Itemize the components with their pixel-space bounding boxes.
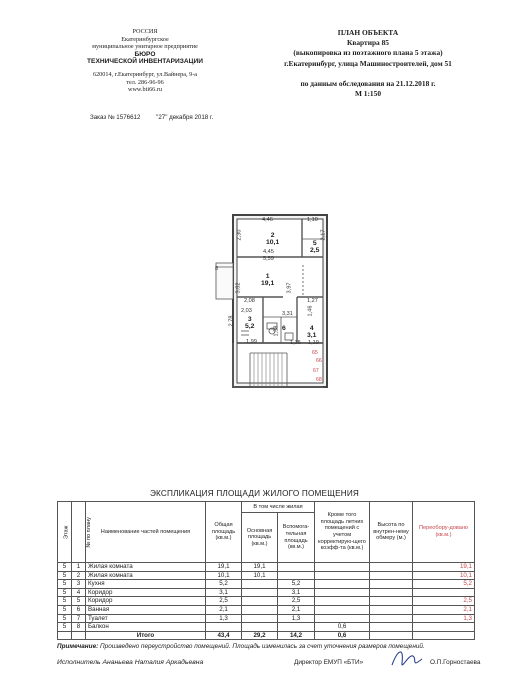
dim-label: 4,45	[263, 249, 274, 255]
row-summer	[315, 580, 370, 589]
room-6-label: 6	[282, 325, 286, 332]
row-total: 2,5	[206, 597, 242, 606]
row-redev: 1,3	[413, 614, 475, 623]
col-summer: Кроме того площадь летних помещений с учетом корректирую-щего коэфф-та (кв.м.)	[315, 502, 370, 563]
row-number: 3	[72, 580, 86, 589]
col-redev: Переобору-довано (кв.м.)	[413, 502, 475, 563]
row-name: Ванная	[86, 605, 206, 614]
row-summer	[315, 588, 370, 597]
dim-label: 1,99	[246, 339, 257, 345]
director-title: Директор ЕМУП «БТИ»	[294, 659, 364, 666]
row-name: Кухня	[86, 580, 206, 589]
redevelopment-mark: 65	[312, 350, 318, 356]
dim-label: 2,08	[244, 298, 255, 304]
table-row	[58, 580, 475, 589]
dim-label: 2,03	[241, 308, 252, 314]
dim-label: 1,35	[290, 340, 301, 346]
row-floor: 5	[58, 580, 72, 589]
dim-label: 1,10	[307, 217, 318, 223]
row-number: 8	[72, 623, 86, 632]
note-text: Произведено переустройство помещений. Площадь изменилась за счет уточнения размеров помещений.	[100, 643, 425, 650]
bureau-line-1: БЮРО	[134, 50, 156, 58]
row-summer	[315, 571, 370, 580]
col-number: № по плану	[72, 502, 86, 563]
table-row	[58, 597, 475, 606]
dim-label: 4,46	[262, 217, 273, 223]
total-area: 43,4	[206, 631, 242, 640]
table-row	[58, 605, 475, 614]
row-name: Туалет	[86, 614, 206, 623]
row-summer	[315, 597, 370, 606]
row-main: 10,1	[242, 571, 278, 580]
city-line: Екатеринбургское	[121, 35, 169, 43]
row-floor: 5	[58, 605, 72, 614]
redevelopment-mark: 68	[316, 377, 322, 383]
org-type: муниципальное унитарное предприятие	[92, 43, 198, 51]
room-2-label: 2 10,1	[266, 232, 280, 246]
director-signature-mark	[388, 645, 428, 673]
total-main: 29,2	[242, 631, 278, 640]
room-1-label: 1 19,1	[261, 273, 275, 287]
row-redev	[413, 623, 475, 632]
row-name: Коридор	[86, 588, 206, 597]
bti-header	[60, 28, 230, 94]
row-number: 6	[72, 605, 86, 614]
col-total: Общая площадь (кв.м.)	[206, 502, 242, 563]
plan-title: ПЛАН ОБЪЕКТА	[337, 28, 399, 37]
row-height	[370, 563, 413, 572]
row-height	[370, 597, 413, 606]
row-number: 5	[72, 597, 86, 606]
redevelopment-mark: 66	[316, 358, 322, 364]
row-aux	[278, 563, 315, 572]
bureau-line-2: ТЕХНИЧЕСКОЙ ИНВЕНТАРИЗАЦИИ	[87, 58, 203, 66]
row-name: Жилая комната	[86, 571, 206, 580]
row-main	[242, 605, 278, 614]
row-redev: 19,1	[413, 563, 475, 572]
dim-label: 1,27	[307, 298, 318, 304]
explication-table	[57, 501, 475, 640]
row-summer	[315, 563, 370, 572]
table-row	[58, 563, 475, 572]
table-header-row	[58, 502, 475, 513]
note-label: Примечание:	[57, 643, 99, 650]
extract-note: (выкопировка из поэтажного плана 5 этажа)	[293, 48, 443, 58]
row-redev	[413, 588, 475, 597]
row-main	[242, 580, 278, 589]
row-summer	[315, 614, 370, 623]
note	[57, 643, 425, 650]
room-4-label: 4 3,1	[307, 325, 317, 339]
object-name: Квартира 85	[347, 38, 389, 48]
table-row	[58, 588, 475, 597]
order-date: "27" декабря 2018 г.	[156, 114, 214, 121]
dim-label: 1,58	[273, 325, 280, 337]
row-aux	[278, 623, 315, 632]
order-number: Заказ № 1576612	[90, 114, 141, 121]
total-label: Итого	[86, 631, 206, 640]
dim-label: 2,30	[236, 229, 243, 241]
col-name: Наименование частей помещения	[86, 502, 206, 563]
row-redev: 10,1	[413, 571, 475, 580]
row-main	[242, 623, 278, 632]
row-height	[370, 623, 413, 632]
bureau-website: www.bti66.ru	[128, 86, 162, 94]
dim-label: 2,17	[320, 229, 327, 241]
order-info	[90, 114, 227, 121]
bureau-phone: тел. 286-96-96	[126, 78, 164, 86]
col-incl: В том числе жилая	[242, 502, 315, 513]
dim-label: 3,82	[235, 282, 242, 294]
row-main: 19,1	[242, 563, 278, 572]
row-aux: 2,5	[278, 597, 315, 606]
dim-label: 1,19	[308, 340, 319, 346]
object-header	[262, 28, 474, 99]
row-floor: 5	[58, 571, 72, 580]
row-summer: 0,6	[315, 623, 370, 632]
row-number: 1	[72, 563, 86, 572]
row-aux: 3,1	[278, 588, 315, 597]
row-total: 2,1	[206, 605, 242, 614]
redevelopment-mark: 67	[313, 368, 319, 374]
row-total	[206, 623, 242, 632]
row-summer	[315, 605, 370, 614]
row-aux: 1,3	[278, 614, 315, 623]
total-aux: 14,2	[278, 631, 315, 640]
row-total: 5,2	[206, 580, 242, 589]
table-total-row	[58, 631, 475, 640]
row-main	[242, 614, 278, 623]
row-main	[242, 597, 278, 606]
row-number: 2	[72, 571, 86, 580]
row-height	[370, 588, 413, 597]
row-total: 10,1	[206, 571, 242, 580]
bureau-address: 620014, г.Екатеринбург, ул.Вайнера, 9-а	[92, 70, 198, 78]
row-redev: 2,5	[413, 597, 475, 606]
plan-scale: М 1:150	[354, 89, 382, 99]
row-redev: 2,1	[413, 605, 475, 614]
row-aux	[278, 571, 315, 580]
row-number: 4	[72, 588, 86, 597]
room-3-label: 3 5,2	[245, 316, 255, 330]
country: РОССИЯ	[132, 28, 158, 35]
col-height: Высота по внутрен-нему обмеру (м.)	[370, 502, 413, 563]
row-name: Коридор	[86, 597, 206, 606]
table-title: ЭКСПЛИКАЦИЯ ПЛОЩАДИ ЖИЛОГО ПОМЕЩЕНИЯ	[149, 489, 360, 498]
row-total: 3,1	[206, 588, 242, 597]
row-floor: 5	[58, 614, 72, 623]
room-5-label: 5 2,5	[310, 240, 320, 254]
row-floor: 5	[58, 588, 72, 597]
dim-label: 5,59	[263, 256, 274, 262]
balcony-number: 8	[215, 266, 219, 272]
table-row	[58, 623, 475, 632]
table-row	[58, 614, 475, 623]
survey-date: по данным обследования на 21.12.2018 г.	[300, 78, 436, 88]
row-total: 1,3	[206, 614, 242, 623]
dim-label: 3,31	[282, 311, 293, 317]
col-main: Основная площадь (кв.м.)	[242, 513, 278, 563]
dim-label: 2,78	[228, 315, 235, 327]
table-row	[58, 571, 475, 580]
row-aux: 5,2	[278, 580, 315, 589]
row-name: Балкон	[86, 623, 206, 632]
total-summer: 0,6	[315, 631, 370, 640]
object-address: г.Екатеринбург, улица Машиностроителей, дом 51	[284, 58, 452, 68]
row-height	[370, 605, 413, 614]
row-aux: 2,1	[278, 605, 315, 614]
director-name: О.П.Горностаева	[430, 659, 481, 666]
col-aux: Вспомога-тельная площадь (кв.м.)	[278, 513, 315, 563]
row-floor: 5	[58, 623, 72, 632]
row-height	[370, 571, 413, 580]
row-name: Жилая комната	[86, 563, 206, 572]
row-floor: 5	[58, 597, 72, 606]
row-height	[370, 580, 413, 589]
executor-signature: Исполнитель Ананьева Наталия Аркадьевна	[57, 659, 204, 666]
row-floor: 5	[58, 563, 72, 572]
dim-label: 1,46	[307, 305, 314, 317]
row-total: 19,1	[206, 563, 242, 572]
row-height	[370, 614, 413, 623]
row-number: 7	[72, 614, 86, 623]
col-floor: Этаж	[58, 502, 72, 563]
row-main	[242, 588, 278, 597]
row-redev: 5,2	[413, 580, 475, 589]
dim-label: 3,97	[286, 282, 293, 294]
